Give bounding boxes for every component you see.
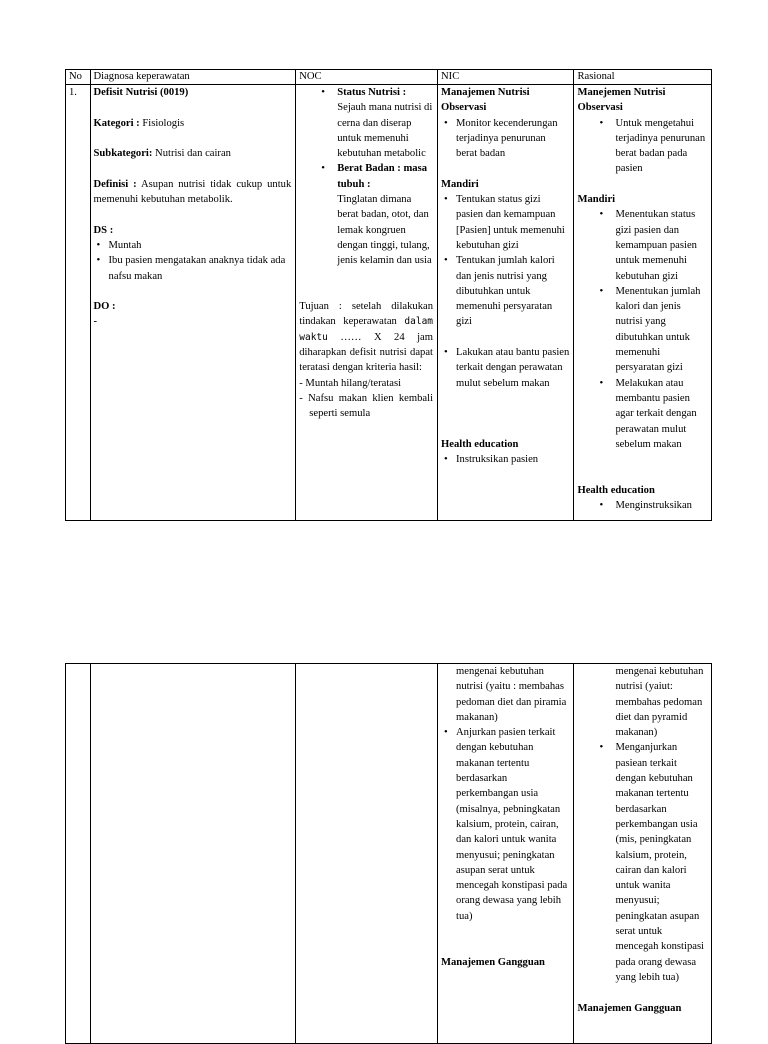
rasional-mgmt-title: Manejemen Nutrisi	[577, 87, 666, 98]
noc-cell	[296, 664, 438, 1044]
berat-badan-label: Berat Badan : masa tubuh :	[337, 163, 428, 190]
list-item: • Menentukan status gizi pasien dan kemampuan pasien untuk memenuhi kebutuhan gizi	[577, 207, 707, 283]
nic-observasi-label: Observasi	[441, 102, 487, 114]
list-item: • Ibu pasien mengatakan anaknya tidak ada nafsu makan	[94, 253, 292, 284]
ds-label: DS :	[93, 224, 114, 236]
list-item: • Untuk mengetahui terjadinya penurunan berat badan pada pasien	[577, 116, 707, 177]
list-item: • Tentukan status gizi pasien dan kemampuan [Pasien] untuk memenuhi kebutuhan gizi	[441, 192, 569, 253]
header-rasional: Rasional	[574, 70, 712, 85]
list-item: • Muntah	[94, 238, 292, 253]
kategori-value: Fisiologis	[142, 117, 185, 129]
ds-list	[94, 238, 292, 284]
header-no: No	[66, 70, 91, 85]
diagnosa-cell	[90, 664, 296, 1044]
berat-badan-desc: Tinglatan dimana berat badan, otot, dan lemak kongruen dengan tinggi, tulang, jenis kelamin dan usia	[337, 194, 432, 267]
do-label: DO :	[93, 301, 116, 313]
nic-next-heading: Manajemen Gangguan	[441, 956, 545, 968]
header-noc: NOC	[296, 70, 438, 85]
header-diagnosa: Diagnosa keperawatan	[90, 70, 296, 85]
list-item: • Anjurkan pasien terkait dengan kebutuhan makanan tertentu berdasarkan perkembangan usia (misalnya, pebningkatan kalsium, protein, cairan, dan kalori untuk wanita menyusui; peningkatan asupan serat untuk mencegah konstipasi pada orang dewasa yang lebih tua)	[441, 725, 569, 924]
subkategori-value: Nutrisi dan cairan	[155, 148, 231, 160]
list-item: • Menganjurkan pasiean terkait dengan kebutuhan makanan tertentu berdasarkan perkembangan usia (mis, peningkatan kalsium, protein, cairan dan kalori untuk wanita menyusui; peningkatan asupan serat untuk mencegah konstipasi pada orang dewasa yang lebih tua)	[577, 740, 707, 985]
noc-cell	[296, 85, 438, 521]
list-item: • Lakukan atau bantu pasien terkait dengan perawatan mulut sebelum makan	[441, 345, 569, 391]
list-item: • Monitor kecenderungan terjadinya penurunan berat badan	[441, 116, 569, 162]
kriteria-item: - Nafsu makan klien kembali seperti semula	[299, 392, 434, 420]
header-nic: NIC	[438, 70, 574, 85]
row-number: 1.	[66, 85, 91, 521]
definisi-value: Asupan nutrisi tidak cukup untuk memenuhi kebutuhan metabolik.	[93, 178, 292, 206]
rasional-continued-text: mengenai kebutuhan nutrisi (yaiut: membahas pedoman diet dan pyramid makanan)	[615, 666, 704, 739]
rasional-observasi-label: Observasi	[577, 102, 623, 114]
subkategori-label: Subkategori:	[93, 148, 153, 160]
rasional-cell-continued	[574, 664, 712, 1044]
kategori-label: Kategori :	[93, 117, 140, 129]
list-item	[299, 161, 433, 192]
do-value: -	[93, 316, 98, 328]
list-item	[299, 85, 433, 100]
rasional-cell	[574, 85, 712, 521]
table-header-row	[66, 70, 712, 85]
diagnosa-cell	[90, 85, 296, 521]
nic-mandiri-label: Mandiri	[441, 178, 479, 190]
noc-list	[299, 85, 433, 100]
list-item: • Instruksikan pasien	[441, 452, 569, 467]
status-nutrisi-desc: Sejauh mana nutrisi di cerna dan diserap untuk memenuhi kebutuhan metabolic	[337, 102, 433, 160]
care-plan-table-continued	[65, 663, 712, 1044]
care-plan-table	[65, 69, 712, 521]
row-number	[66, 664, 91, 1044]
nic-cell-continued	[438, 664, 574, 1044]
diagnosa-title: Defisit Nutrisi (0019)	[93, 87, 189, 98]
table-row	[66, 85, 712, 521]
tujuan-text: Tujuan : setelah dilakukan tindakan keperawatan dalam waktu …… X 24 jam diharapkan defisit nutrisi dapat teratasi dengan kriteria hasil:	[299, 301, 434, 374]
rasional-health-label: Health education	[577, 484, 655, 496]
table-row	[66, 664, 712, 1044]
nic-mgmt-title: Manajemen Nutrisi	[441, 87, 530, 98]
kriteria-item: - Muntah hilang/teratasi	[299, 377, 402, 389]
list-item: • Menentukan jumlah kalori dan jenis nutrisi yang dibutuhkan untuk memenuhi persyaratan gizi	[577, 284, 707, 376]
nic-health-label: Health education	[441, 438, 519, 450]
list-item: • Menginstruksikan	[577, 498, 707, 513]
rasional-mandiri-label: Mandiri	[577, 194, 616, 206]
list-item: • Melakukan atau membantu pasien agar terkait dengan perawatan mulut sebelum makan	[577, 376, 707, 452]
definisi-label: Definisi :	[93, 178, 137, 190]
list-item: • Tentukan jumlah kalori dan jenis nutrisi yang dibutuhkan untuk memenuhi persyaratan gizi	[441, 253, 569, 329]
status-nutrisi-label: Status Nutrisi :	[337, 87, 407, 98]
nic-continued-text: mengenai kebutuhan nutrisi (yaitu : membahas pedoman diet dan piramia makanan)	[456, 666, 567, 723]
nic-cell	[438, 85, 574, 521]
rasional-next-heading: Manajemen Gangguan	[577, 1002, 682, 1014]
